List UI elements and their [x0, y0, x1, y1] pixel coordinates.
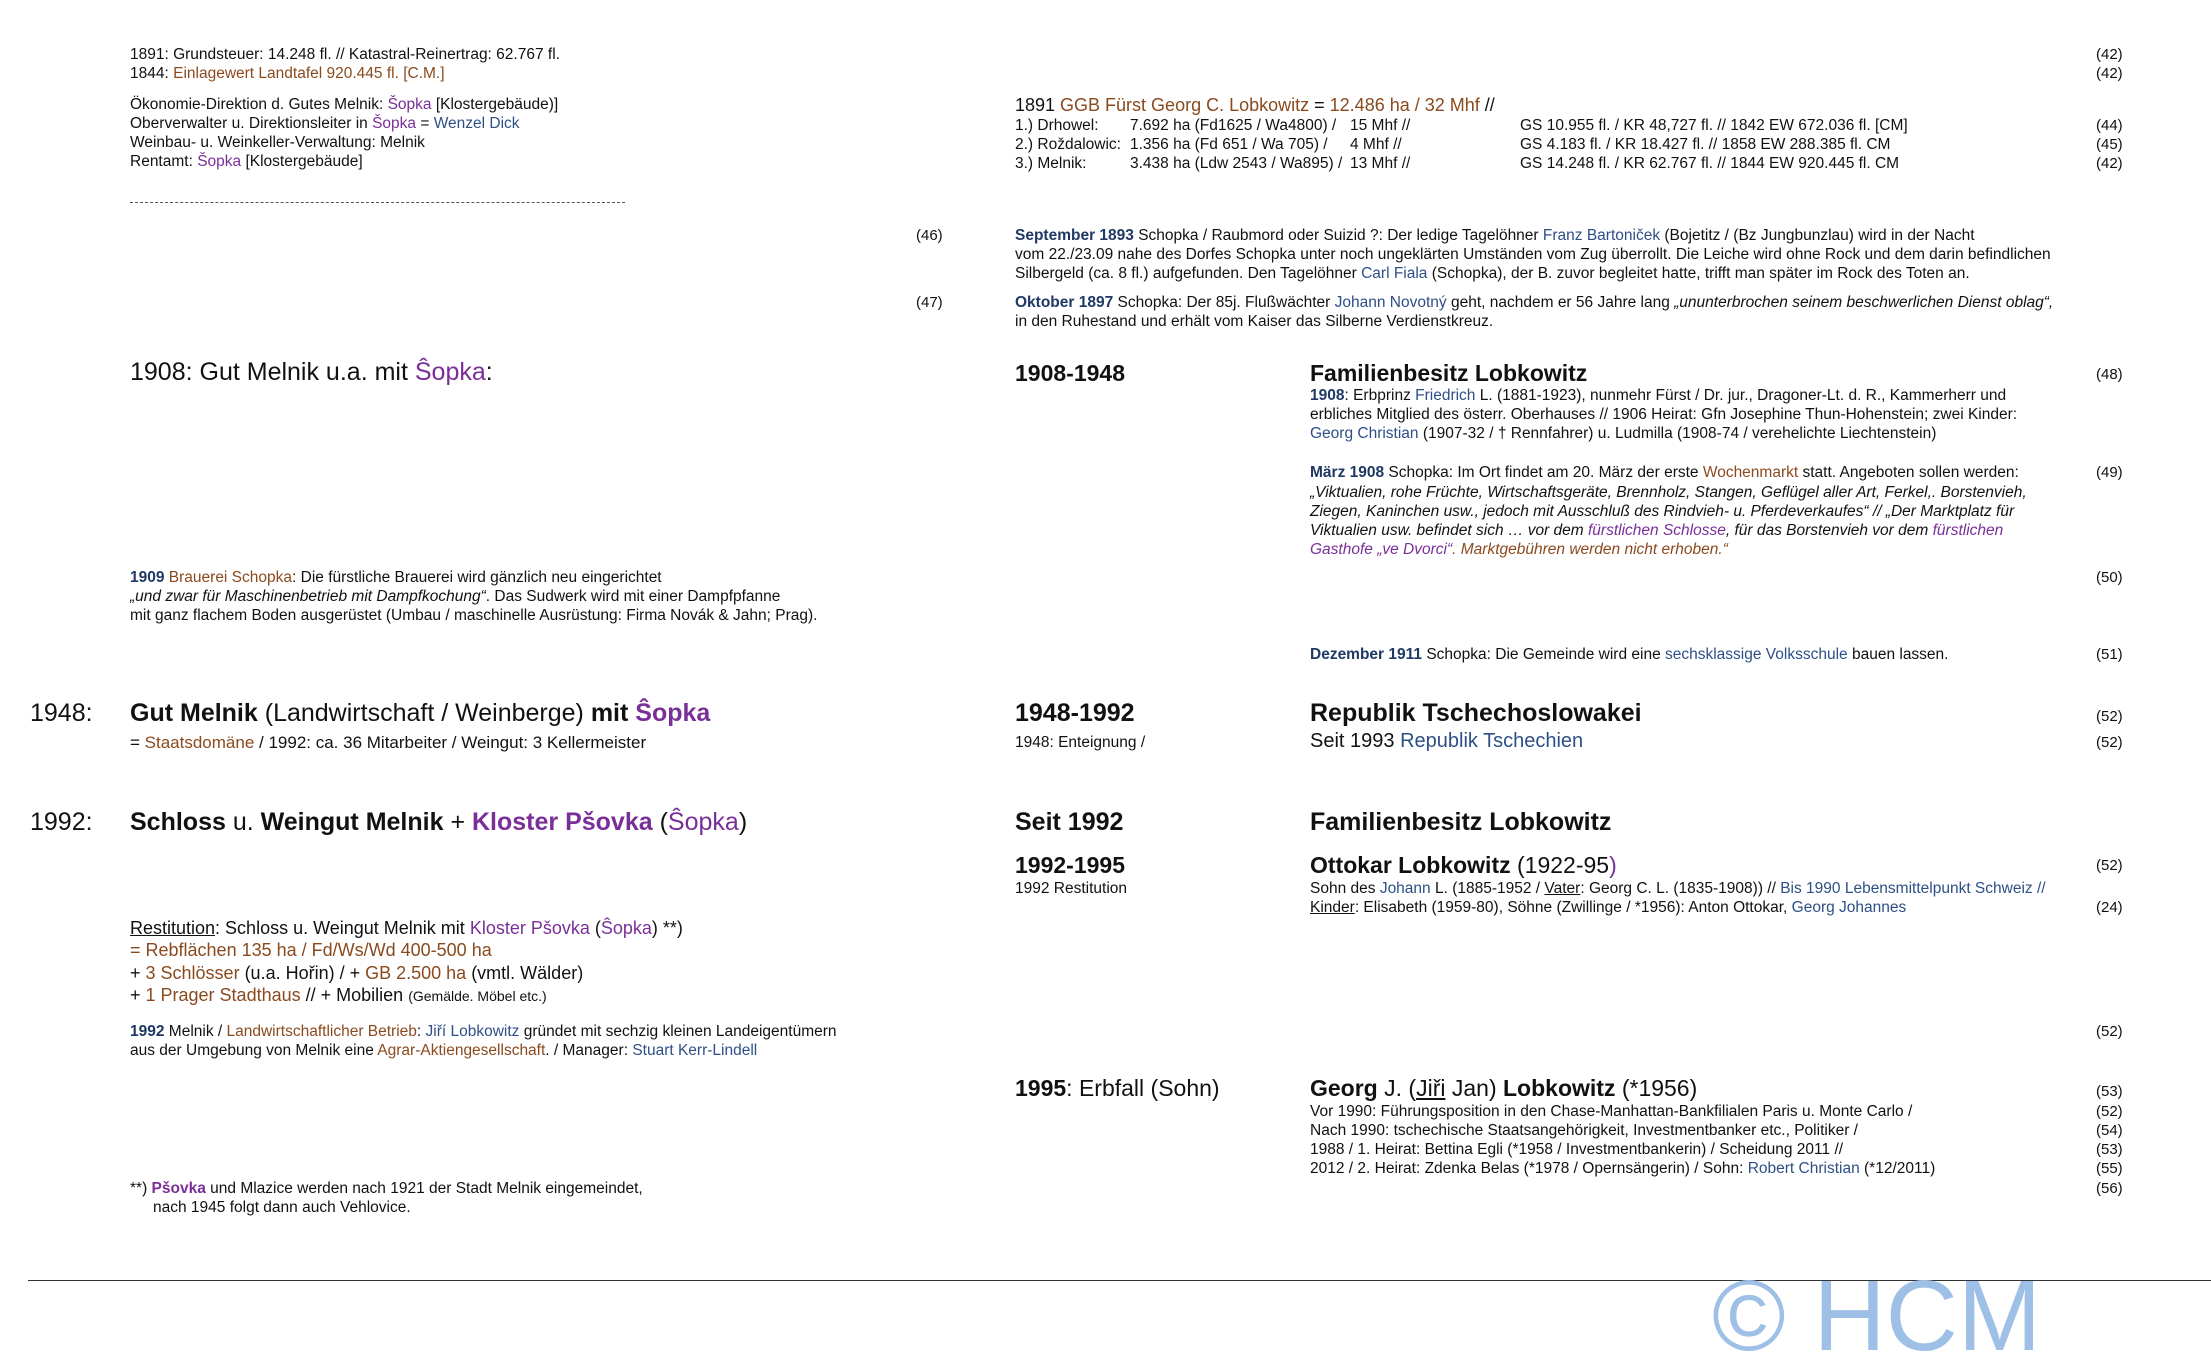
ottokar-text: : Elisabeth (1959-80), Söhne (Zwillinge / *1956): Anton Ottokar,: [1354, 899, 1792, 916]
maerz1908-quote: Viktualien usw. befindet sich … vor dem: [1310, 522, 1588, 539]
s1908-text: (1907-32 / † Rennfahrer) u. Ludmilla (1908-74 / verehelichte Liechtenstein): [1418, 425, 1937, 442]
restitution-text: : Schloss u. Weingut Melnik mit: [215, 918, 470, 938]
grundsteuer-line: [130, 45, 560, 65]
okt1897-text: in den Ruhestand und erhält vom Kaiser das Silberne Verdienstkreuz.: [1015, 313, 1494, 330]
s1908-year: 1908: [1310, 387, 1345, 404]
restitution-text: +: [130, 963, 146, 983]
year-1992: 1992:: [30, 808, 93, 836]
oberv-line: [130, 114, 520, 134]
brauerei-year: 1909: [130, 569, 165, 586]
bartonicek-link[interactable]: Franz Bartoniček: [1542, 227, 1661, 244]
ottokar-paren: ): [1609, 852, 1617, 878]
ottokar-line-1: [1310, 879, 2046, 899]
gasthof-link[interactable]: fürstlichen: [1932, 522, 2004, 539]
georg-line-4: [1310, 1159, 1935, 1179]
oberv-label: Oberverwalter u. Direktionsleiter in: [130, 115, 373, 132]
note-ref-49: (49): [2096, 464, 2123, 481]
restitution-line-2: = Rebflächen 135 ha / Fd/Ws/Wd 400-500 ha: [130, 940, 492, 960]
s1948-sub-text: / 1992: ca. 36 Mitarbeiter / Weingut: 3 Kellermeister: [254, 733, 647, 752]
restitution-small: (Gemälde. Möbel etc.): [408, 988, 547, 1004]
einlage-line: [130, 64, 445, 84]
ottokar-line-2: [1310, 898, 1906, 918]
row-area: 3.438 ha (Ldw 2543 / Wa895) /: [1130, 155, 1343, 172]
fiala-link[interactable]: Carl Fiala: [1361, 265, 1428, 282]
dashed-divider: [130, 202, 625, 203]
ggb-value: 12.486 ha / 32 Mhf: [1329, 95, 1480, 115]
sep1893-text: (Schopka), der B. zuvor begleitet hatte, trifft man später im Rock des Toten an.: [1427, 265, 1970, 282]
rentamt-label: Rentamt:: [130, 153, 198, 170]
georg-text: J. (: [1377, 1075, 1417, 1101]
grundsteuer-text: 1891: Grundsteuer: 14.248 fl. // Katastral-Reinertrag: 62.767 fl.: [130, 46, 560, 63]
note-ref-51: (51): [2096, 646, 2123, 663]
ottokar-text: : Georg C. L. (1835-1908)) //: [1580, 880, 1781, 897]
agrar-text: aus der Umgebung von Melnik eine: [130, 1042, 378, 1059]
sep1893-text: Schopka / Raubmord oder Suizid ?: Der ledige Tagelöhner: [1133, 227, 1543, 244]
row-gs: GS 10.955 fl. / KR 48,727 fl. // 1842 EW 672.036 fl. [CM]: [1520, 117, 1908, 134]
schloss-link[interactable]: fürstlichen Schlosse: [1588, 522, 1726, 539]
brauerei-text: . Das Sudwerk wird mit einer Dampfpfanne: [485, 588, 781, 605]
ottokar-heading: [1310, 850, 1617, 880]
georg-text: 2012 / 2. Heirat: Zdenka Belas (*1978 / Opernsängerin) / Sohn:: [1310, 1160, 1748, 1177]
s1908-text: : Erbprinz: [1344, 387, 1416, 404]
brauerei-link[interactable]: Brauerei Schopka: [164, 569, 293, 586]
okt1897-text: Schopka: Der 85j. Flußwächter: [1113, 294, 1335, 311]
maerz1908-line-2: „Viktualien, rohe Früchte, Wirtschaftsgeräte, Brennholz, Stangen, Geflügel aller Art, Ferkel,. Borstenvieh,: [1310, 484, 2027, 501]
sep1893-line-3: [1015, 264, 1970, 284]
betrieb-link[interactable]: Landwirtschaftlicher Betrieb: [226, 1023, 417, 1040]
ggb-row-1: [1015, 116, 1908, 136]
s1992-text: +: [443, 808, 472, 836]
okt1897-text: geht, nachdem er 56 Jahre lang: [1446, 294, 1675, 311]
volksschule-link[interactable]: sechsklassige Volksschule: [1665, 646, 1848, 663]
georg-text: (*12/2011): [1859, 1160, 1936, 1177]
s1948-heading: [130, 697, 710, 729]
note-ref-42: (42): [2096, 65, 2123, 82]
rentamt-line: [130, 152, 363, 172]
oeko-rest: [Klostergebäude)]: [431, 96, 559, 113]
agrar-text: gründet mit sechzig kleinen Landeigentümern: [519, 1023, 837, 1040]
gut-melnik: Gut Melnik: [130, 699, 258, 727]
agrar-line-2: [130, 1041, 757, 1061]
s1948-mit: mit: [590, 699, 636, 727]
weinbau-line: [130, 133, 425, 153]
oberv-place-link[interactable]: Šopka: [372, 115, 417, 132]
note-ref-42: (42): [2096, 46, 2123, 63]
s1908-line-1: [1310, 386, 2006, 406]
ggb-year: 1891: [1015, 95, 1061, 115]
note-ref-42: (42): [2096, 155, 2123, 172]
title-republik: Republik Tschechoslowakei: [1310, 699, 1642, 727]
s1948-sub: [130, 732, 646, 753]
einlage-value: Einlagewert Landtafel 920.445 fl. [C.M.]: [173, 65, 445, 82]
note-ref-54: (54): [2096, 1122, 2123, 1139]
row-gs: GS 14.248 fl. / KR 62.767 fl. // 1844 EW 920.445 fl. CM: [1520, 155, 1900, 172]
schweiz-link[interactable]: Bis 1990 Lebensmittelpunkt Schweiz: [1780, 880, 2033, 897]
ottokar-text: //: [2032, 880, 2046, 897]
note-ref-47: (47): [916, 294, 943, 311]
footnote-line-1: [130, 1179, 643, 1199]
note-ref-24: (24): [2096, 899, 2123, 916]
georg-johannes-link[interactable]: Georg Johannes: [1791, 899, 1907, 916]
row-area: 1.356 ha (Fd 651 / Wa 705) /: [1130, 136, 1328, 153]
okt1897-quote: „ununterbrochen seinem beschwerlichen Dienst oblag“,: [1674, 294, 2054, 311]
republik-sub: [1310, 729, 1583, 753]
friedrich-link[interactable]: Friedrich: [1415, 387, 1476, 404]
footnote-text: und Mlazice werden nach 1921 der Stadt Melnik eingemeindet,: [205, 1180, 643, 1197]
weinbau-text: Weinbau- u. Weinkeller-Verwaltung: Melnik: [130, 134, 425, 151]
novotny-link[interactable]: Johann Novotný: [1334, 294, 1447, 311]
okt1897-line-2: [1015, 312, 1493, 332]
year-1948: 1948:: [30, 699, 93, 727]
row-mhf: 15 Mhf //: [1350, 117, 1411, 134]
restitution-text: (: [589, 918, 601, 938]
dez1911-text: bauen lassen.: [1847, 646, 1949, 663]
brauerei-quote: „und zwar für Maschinenbetrieb mit Dampfkochung“: [130, 588, 486, 605]
restitution-label: Restitution: [130, 918, 216, 938]
maerz1908-line-3: Ziegen, Kaninchen usw., jedoch mit Ausschluß des Rindvieh- u. Pferdeverkaufes“ // „Der Marktplatz für: [1310, 503, 2015, 520]
note-ref-52: (52): [2096, 857, 2123, 874]
s1908-line-2: [1310, 405, 2017, 425]
agrar-text: Melnik /: [164, 1023, 227, 1040]
brauerei-line-3: mit ganz flachem Boden ausgerüstet (Umbau / maschinelle Ausrüstung: Firma Novák & Jahn; Prag).: [130, 607, 818, 624]
period-1992-sub: 1992 Restitution: [1015, 880, 1128, 897]
georg-line-2: Nach 1990: tschechische Staatsangehörigkeit, Investmentbanker etc., Politiker /: [1310, 1122, 1858, 1139]
row-mhf: 13 Mhf //: [1350, 155, 1411, 172]
gb-link[interactable]: GB 2.500 ha: [365, 963, 467, 983]
note-ref-48: (48): [2096, 366, 2123, 383]
kerr-lindell-link[interactable]: Stuart Kerr-Lindell: [632, 1042, 758, 1059]
ottokar-text: L. (1885-1952 /: [1430, 880, 1545, 897]
stadthaus-link[interactable]: 1 Prager Stadthaus: [145, 985, 301, 1005]
okt1897-date: Oktober 1897: [1015, 294, 1114, 311]
restitution-place-link[interactable]: Ŝopka: [600, 918, 652, 938]
s1908-place-link[interactable]: Ŝopka: [414, 358, 486, 386]
maerz1908-quote: , für das Borstenvieh vor dem: [1725, 522, 1933, 539]
oeko-line: [130, 95, 558, 115]
ottokar-text: Sohn des: [1310, 880, 1380, 897]
maerz1908-date: März 1908: [1310, 464, 1385, 481]
s1948-sub-eq: =: [130, 733, 145, 752]
georg-last: Lobkowitz: [1503, 1075, 1616, 1101]
einlage-year: 1844:: [130, 65, 174, 82]
restitution-text: (u.a. Hořin) / +: [239, 963, 366, 983]
restitution-line-3: [130, 962, 583, 984]
period-1995: [1015, 1073, 1220, 1103]
johann-link[interactable]: Johann: [1379, 880, 1431, 897]
note-ref-52: (52): [2096, 1103, 2123, 1120]
row-gs: GS 4.183 fl. / KR 18.427 fl. // 1858 EW 288.385 fl. CM: [1520, 136, 1891, 153]
restitution-text: (vmtl. Wälder): [466, 963, 584, 983]
agrar-ag-link[interactable]: Agrar-Aktiengesellschaft: [377, 1042, 546, 1059]
note-ref-52: (52): [2096, 1023, 2123, 1040]
georg-line-1: Vor 1990: Führungsposition in den Chase-Manhattan-Bankfilialen Paris u. Monte Carlo /: [1310, 1103, 1913, 1120]
row-mhf: 4 Mhf //: [1350, 136, 1402, 153]
note-ref-45: (45): [2096, 136, 2123, 153]
s1992-paren: ): [738, 808, 748, 836]
agrar-line-1: [130, 1022, 837, 1042]
agrar-text: . / Manager:: [545, 1042, 633, 1059]
s1908-text: erbliches Mitglied des österr. Oberhauses // 1906 Heirat: Gfn Josephine Thun-Hohenstein; zwei Kinder:: [1310, 406, 2018, 423]
s1992-heading: [130, 806, 747, 838]
jiri-link[interactable]: Jiří Lobkowitz: [425, 1023, 520, 1040]
hcm-watermark: © HCM: [1712, 1260, 2042, 1372]
s1992-paren: (: [652, 808, 668, 836]
note-ref-53: (53): [2096, 1141, 2123, 1158]
footnote-mark: **): [130, 1180, 152, 1197]
restitution-text: +: [130, 985, 146, 1005]
period-seit-1992: Seit 1992: [1015, 808, 1124, 836]
agrar-year: 1992: [130, 1023, 165, 1040]
ggb-eq: =: [1309, 95, 1330, 115]
period-1948-1992: 1948-1992: [1015, 699, 1135, 727]
brauerei-line-2: [130, 587, 780, 607]
restitution-text: // + Mobilien: [300, 985, 409, 1005]
georg-text: Jan): [1445, 1075, 1503, 1101]
note-ref-50: (50): [2096, 569, 2123, 586]
brauerei-line-1: [130, 568, 662, 588]
agrar-text: :: [416, 1023, 426, 1040]
note-ref-52: (52): [2096, 734, 2123, 751]
note-ref-46: (46): [916, 227, 943, 244]
s1908-left-heading: [130, 356, 493, 388]
oberv-name-link[interactable]: Wenzel Dick: [433, 115, 520, 132]
sep1893-date: September 1893: [1015, 227, 1134, 244]
tschechien-link[interactable]: Republik Tschechien: [1400, 730, 1584, 752]
maerz1908-quote-end: . Marktgebühren werden nicht erhoben.“: [1452, 541, 1728, 558]
title-familienbesitz-1992: Familienbesitz Lobkowitz: [1310, 808, 1612, 836]
period-1948-sub: 1948: Enteignung /: [1015, 734, 1146, 751]
dez1911-date: Dezember 1911: [1310, 646, 1423, 663]
vater-label: Vater: [1544, 880, 1581, 897]
sep1893-text: (Bojetitz / (Bz Jungbunzlau) wird in der Nacht: [1660, 227, 1975, 244]
schloss: Schloss: [130, 808, 226, 836]
sep1893-text: Silbergeld (ca. 8 fl.) aufgefunden. Den Tagelöhner: [1015, 265, 1362, 282]
georg-jiri: Jiři: [1416, 1075, 1446, 1101]
maerz1908-text: Schopka: Im Ort findet am 20. März der erste: [1384, 464, 1703, 481]
s1908-left-text: 1908: Gut Melnik u.a. mit: [130, 358, 415, 386]
s1908-line-3: [1310, 424, 1936, 444]
ottokar-years: (1922-95: [1510, 852, 1610, 878]
note-ref-56: (56): [2096, 1180, 2123, 1197]
dez1911-text: Schopka: Die Gemeinde wird eine: [1422, 646, 1665, 663]
dez1911-line: [1310, 645, 1948, 665]
robert-christian-link[interactable]: Robert Christian: [1747, 1160, 1860, 1177]
oberv-eq: =: [416, 115, 434, 132]
staatsdomaene-link[interactable]: Staatsdomäne: [144, 733, 255, 752]
kinder-label: Kinder: [1310, 899, 1355, 916]
restitution-text: ) **): [651, 918, 683, 938]
period-1995-text: : Erbfall (Sohn): [1066, 1075, 1220, 1101]
restitution-kloster-link[interactable]: Kloster Pšovka: [469, 918, 590, 938]
wochenmarkt-link[interactable]: Wochenmarkt: [1702, 464, 1799, 481]
footnote-line-2: nach 1945 folgt dann auch Vehlovice.: [153, 1199, 411, 1216]
okt1897-line-1: [1015, 293, 2053, 313]
oeko-place-link[interactable]: Šopka: [387, 96, 432, 113]
footnote-psovka-link[interactable]: Pšovka: [151, 1180, 206, 1197]
row-name: 1.) Drhowel:: [1015, 117, 1099, 134]
sep1893-text: vom 22./23.09 nahe des Dorfes Schopka unter noch ungeklärten Umständen vom Zug überrollt. Die Leiche wird ohne Rock und dem darin befindlichen: [1015, 246, 2051, 263]
row-name: 2.) Roždalowic:: [1015, 136, 1121, 153]
maerz1908-line-4: [1310, 521, 2003, 541]
oeko-label: Ökonomie-Direktion d. Gutes Melnik:: [130, 96, 388, 113]
brauerei-text: : Die fürstliche Brauerei wird gänzlich neu eingerichtet: [292, 569, 662, 586]
note-ref-52: (52): [2096, 708, 2123, 725]
kloster-psovka-link[interactable]: Kloster Pšovka: [472, 808, 653, 836]
georg-line-3: 1988 / 1. Heirat: Bettina Egli (*1958 / Investmentbankerin) / Scheidung 2011 //: [1310, 1141, 1844, 1158]
ggb-owner-link[interactable]: GGB Fürst Georg C. Lobkowitz: [1060, 95, 1310, 115]
republik-sub-text: Seit 1993: [1310, 730, 1401, 752]
maerz1908-line-5: [1310, 540, 1728, 560]
weingut-melnik: Weingut Melnik: [260, 808, 444, 836]
period-1992-1995: 1992-1995: [1015, 852, 1125, 878]
georg-first: Georg: [1310, 1075, 1378, 1101]
ggb-row-3: [1015, 154, 1899, 174]
sep1893-line-1: [1015, 226, 1975, 246]
note-ref-44: (44): [2096, 117, 2123, 134]
rentamt-place-link[interactable]: Šopka: [197, 153, 242, 170]
title-familienbesitz-1908: Familienbesitz Lobkowitz: [1310, 360, 1588, 386]
note-ref-53: (53): [2096, 1083, 2123, 1100]
maerz1908-text: statt. Angeboten sollen werden:: [1798, 464, 2019, 481]
row-name: 3.) Melnik:: [1015, 155, 1087, 172]
s1948-place-link[interactable]: Ŝopka: [635, 699, 711, 727]
row-area: 7.692 ha (Fd1625 / Wa4800) /: [1130, 117, 1337, 134]
ggb-line: [1015, 94, 1495, 116]
restitution-line-4: [130, 984, 547, 1007]
georg-heading: [1310, 1073, 1697, 1103]
maerz1908-line-1: [1310, 463, 2019, 483]
s1908-colon: :: [485, 358, 493, 386]
s1948-text: (Landwirtschaft / Weinberge): [257, 699, 591, 727]
s1992-text: u.: [225, 808, 261, 836]
s1908-text: L. (1881-1923), nunmehr Fürst / Dr. jur., Dragoner-Lt. d. R., Kammerherr und: [1475, 387, 2007, 404]
sep1893-line-2: [1015, 245, 2051, 265]
rentamt-rest: [Klostergebäude]: [241, 153, 363, 170]
ottokar-name: Ottokar Lobkowitz: [1310, 852, 1511, 878]
s1992-place-link[interactable]: Ŝopka: [667, 808, 739, 836]
restitution-line-1: [130, 917, 683, 939]
ggb-row-2: [1015, 135, 1890, 155]
georg-born: (*1956): [1615, 1075, 1698, 1101]
period-1995-year: 1995: [1015, 1075, 1067, 1101]
ggb-tail: //: [1479, 95, 1495, 115]
georg-christian-link[interactable]: Georg Christian: [1310, 425, 1419, 442]
note-ref-55: (55): [2096, 1160, 2123, 1177]
gasthof-link-cont[interactable]: Gasthofe „ve Dvorci“: [1310, 541, 1453, 558]
schloesser-link[interactable]: 3 Schlösser: [145, 963, 240, 983]
period-1908-1948: 1908-1948: [1015, 360, 1125, 386]
